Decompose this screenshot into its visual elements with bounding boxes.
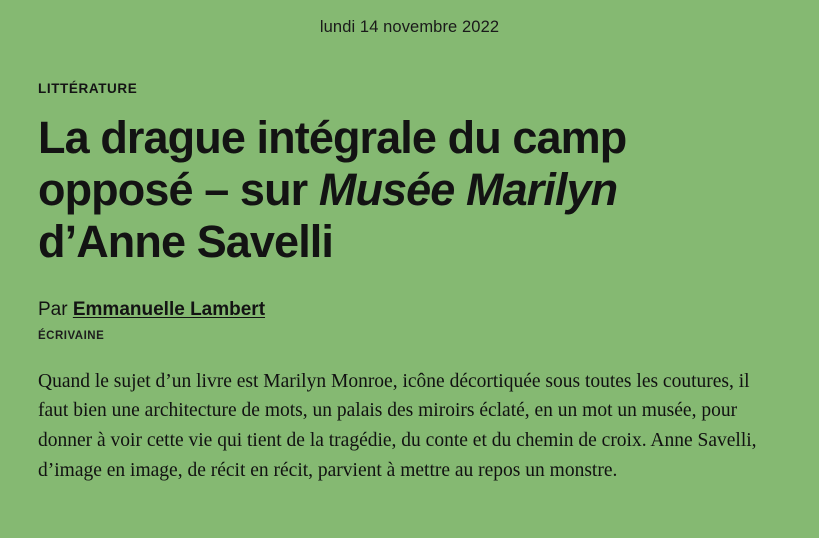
- page-title: [38, 112, 738, 269]
- headline-part-1: La drague intégrale du camp opposé – sur: [38, 112, 627, 216]
- author-role: ÉCRIVAINE: [38, 329, 105, 342]
- author-link[interactable]: Emmanuelle Lambert: [72, 298, 266, 320]
- publication-date: lundi 14 novembre 2022: [319, 18, 500, 36]
- article-body: [0, 81, 819, 485]
- headline-part-2: d’Anne Savelli: [38, 216, 333, 268]
- headline-book-title: Musée Marilyn: [318, 164, 618, 216]
- byline: [38, 299, 781, 321]
- article-category[interactable]: LITTÉRATURE: [38, 81, 138, 96]
- byline-prefix: Par: [38, 298, 73, 320]
- article-lede: Quand le sujet d’un livre est Marilyn Monroe, icône décortiquée sous toutes les coutures, il faut bien une architecture de mots, un palais des miroirs éclaté, en un mot un musée, pour donner à voir cette vie qui tient de la tragédie, du conte et du chemin de croix. Anne Savelli, d’image en image, de récit en récit, parvient à mettre au repos un monstre.: [38, 370, 757, 481]
